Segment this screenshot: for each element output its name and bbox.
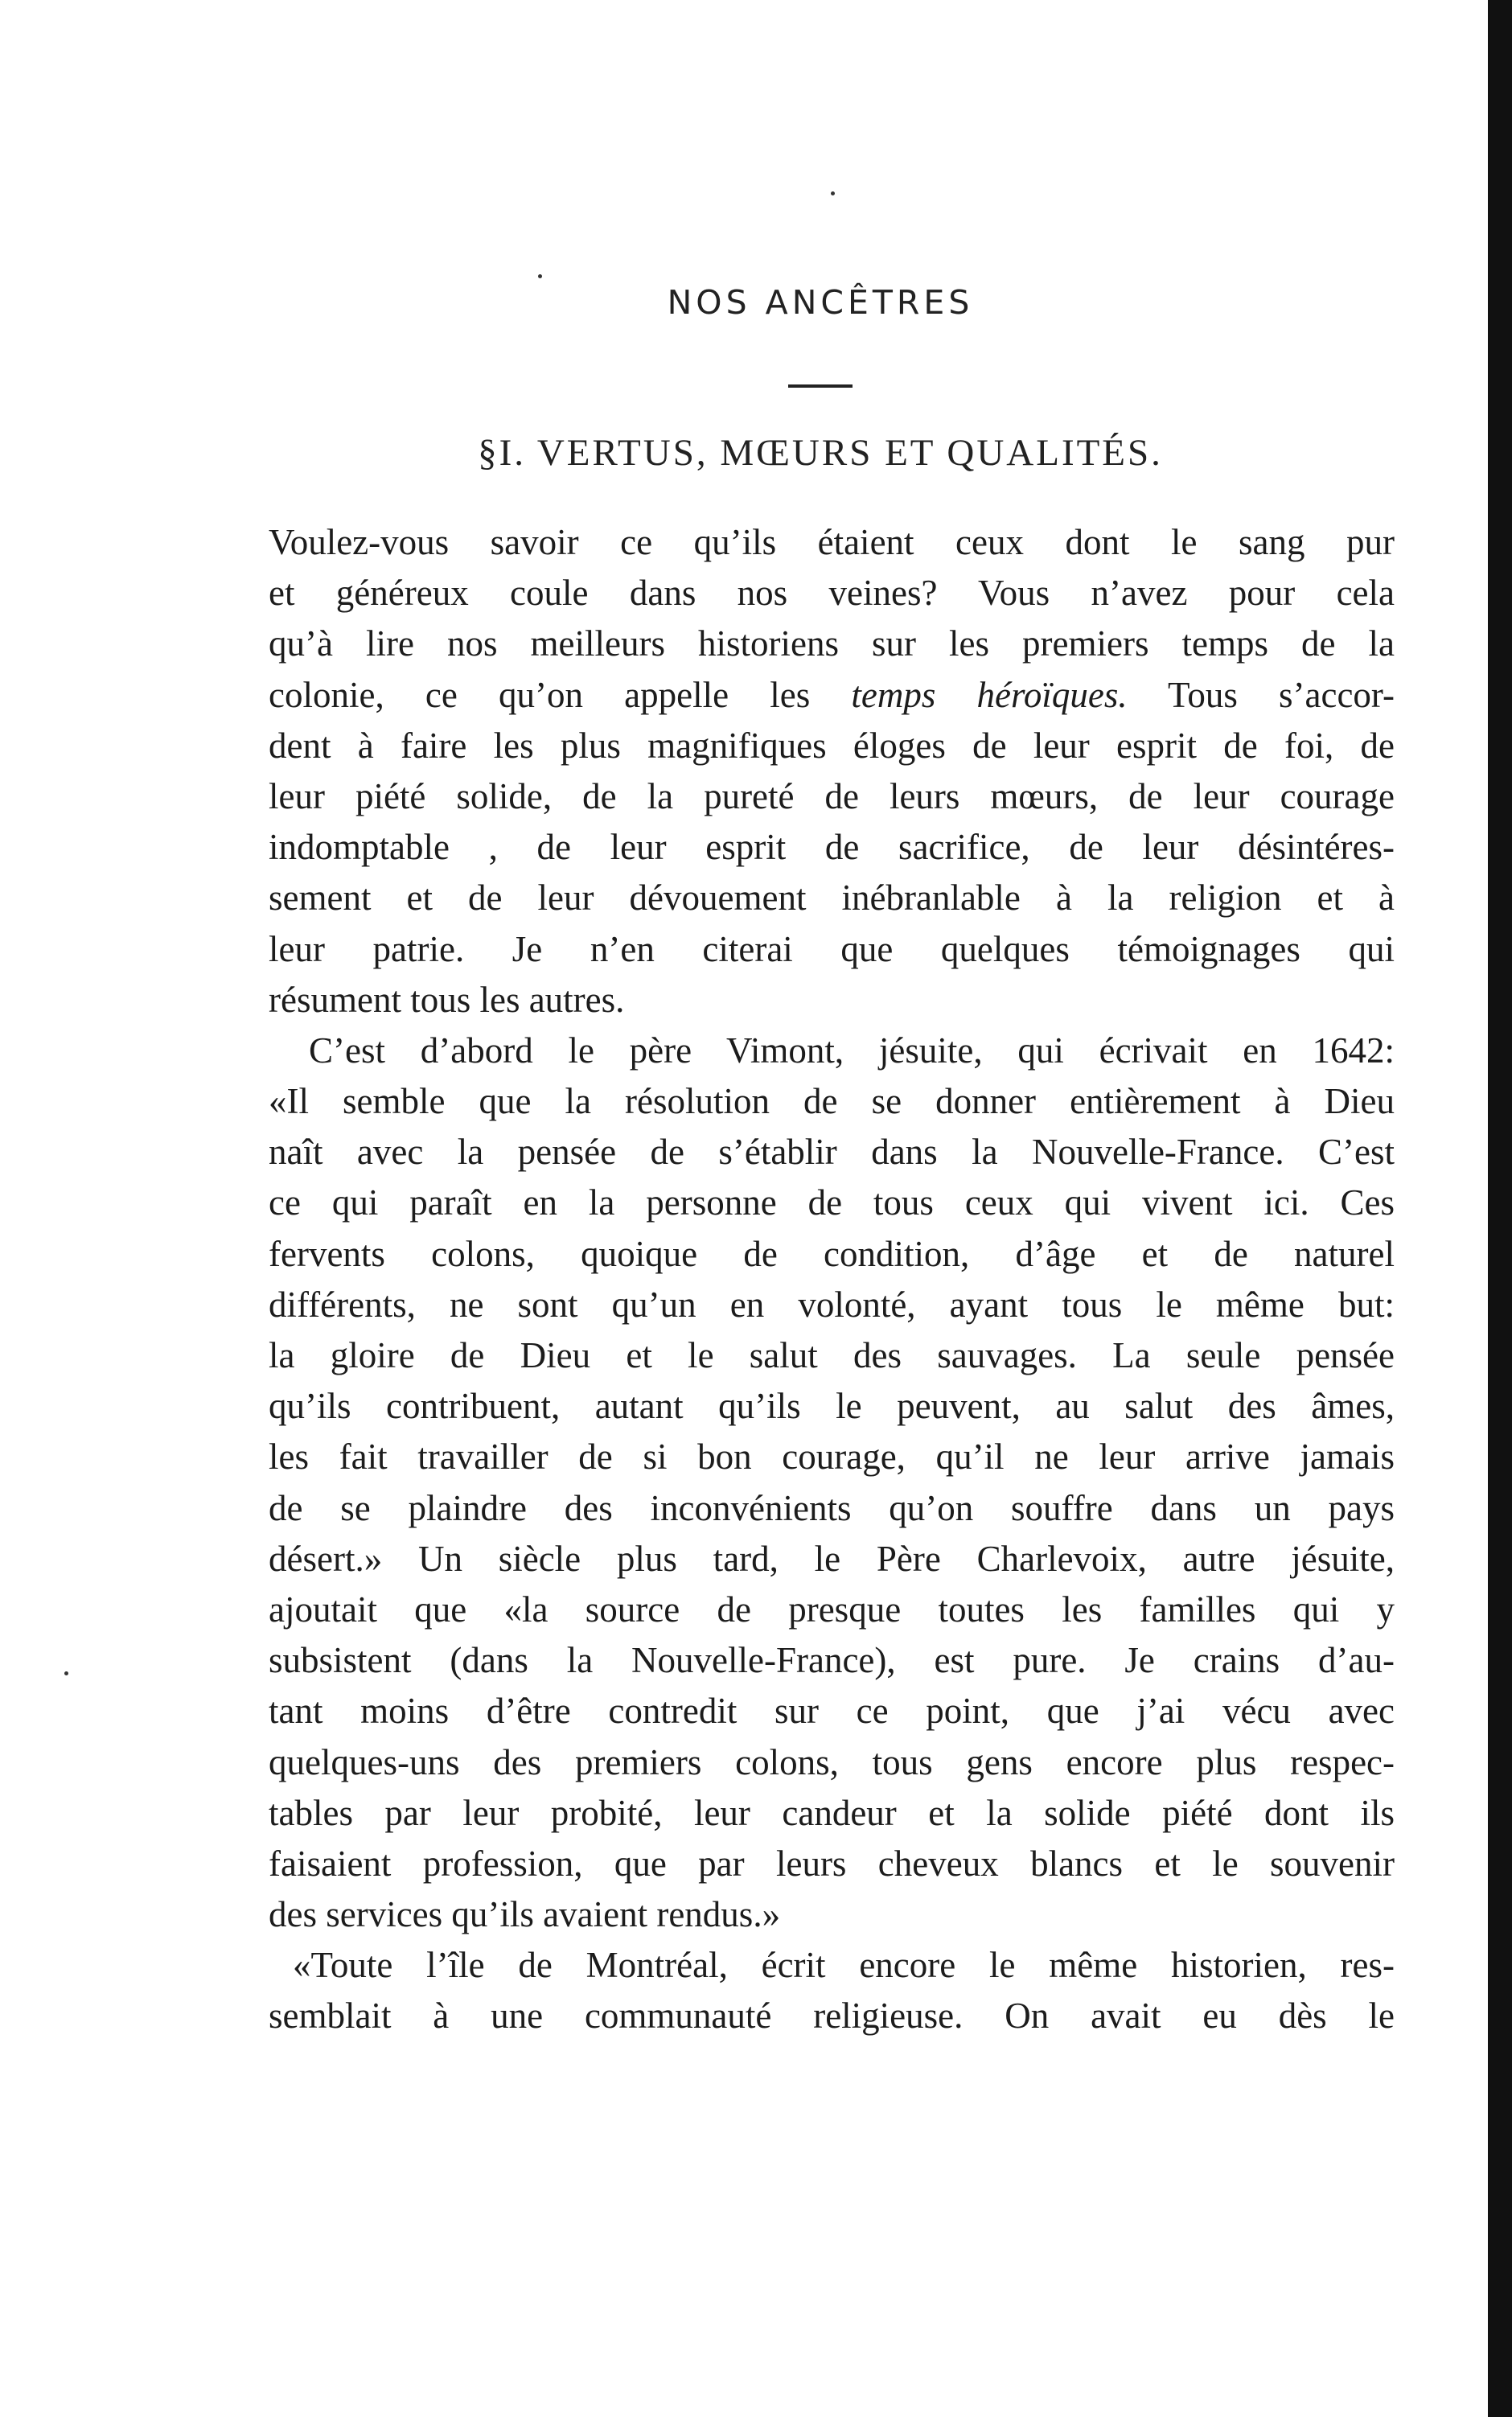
text-line: «Toute l’île de Montréal, écrit encore le même historien, res- xyxy=(293,1945,1395,1986)
text-line: subsistent (dans la Nouvelle-France), est pure. Je crains d’au- xyxy=(269,1640,1395,1681)
text-line: qu’ils contribuent, autant qu’ils le peuvent, au salut des âmes, xyxy=(269,1386,1395,1427)
scan-edge-border xyxy=(1488,0,1512,2417)
body-text xyxy=(269,517,1395,2042)
text-line: quelques-uns des premiers colons, tous gens encore plus respec- xyxy=(269,1741,1395,1782)
text-line: les fait travailler de si bon courage, qu’il ne leur arrive jamais xyxy=(269,1437,1395,1478)
italic-phrase: temps héroïques. xyxy=(851,674,1128,715)
text-line: sement et de leur dévouement inébranlable à la religion et à xyxy=(269,878,1395,919)
text-line: de se plaindre des inconvénients qu’on souffre dans un pays xyxy=(269,1487,1395,1528)
text-line: la gloire de Dieu et le salut des sauvages. La seule pensée xyxy=(269,1335,1395,1375)
title-rule xyxy=(788,384,853,388)
text-segment: colonie, ce qu’on appelle les xyxy=(269,674,811,715)
text-line: naît avec la pensée de s’établir dans la Nouvelle-France. C’est xyxy=(269,1132,1395,1173)
text-line: désert.» Un siècle plus tard, le Père Charlevoix, autre jésuite, xyxy=(269,1538,1395,1579)
text-line: leur piété solide, de la pureté de leurs mœurs, de leur courage xyxy=(269,775,1395,816)
print-speck xyxy=(538,274,542,278)
running-head: NOS ANCÊTRES xyxy=(667,283,974,322)
text-line: Voulez-vous savoir ce qu’ils étaient ceux dont le sang pur xyxy=(269,522,1395,562)
text-line: tant moins d’être contredit sur ce point, que j’ai vécu avec xyxy=(269,1691,1395,1732)
text-line: fervents colons, quoique de condition, d’âge et de naturel xyxy=(269,1233,1395,1274)
text-line: faisaient profession, que par leurs cheveux blancs et le souvenir xyxy=(269,1843,1395,1884)
text-line: tables par leur probité, leur candeur et la solide piété dont ils xyxy=(269,1792,1395,1833)
text-line: différents, ne sont qu’un en volonté, ayant tous le même but: xyxy=(269,1284,1395,1325)
text-line: semblait à une communauté religieuse. On avait eu dès le xyxy=(269,1996,1395,2037)
print-speck xyxy=(64,1671,68,1675)
text-line: ce qui paraît en la personne de tous ceux qui vivent ici. Ces xyxy=(269,1182,1395,1223)
text-segment: Tous s’accor- xyxy=(1167,674,1395,715)
text-line: «Il semble que la résolution de se donner entièrement à Dieu xyxy=(269,1081,1395,1122)
text-line: et généreux coule dans nos veines? Vous n’avez pour cela xyxy=(269,573,1395,614)
text-line: résument tous les autres. xyxy=(269,979,625,1020)
text-line: dent à faire les plus magnifiques éloges de leur esprit de foi, de xyxy=(269,725,1395,766)
text-line: C’est d’abord le père Vimont, jésuite, qui écrivait en 1642: xyxy=(309,1030,1395,1071)
text-line: indomptable , de leur esprit de sacrifice, de leur désintéres- xyxy=(269,827,1395,868)
text-line: qu’à lire nos meilleurs historiens sur les premiers temps de la xyxy=(269,623,1395,664)
text-line xyxy=(269,670,1395,721)
text-line: leur patrie. Je n’en citerai que quelques témoignages qui xyxy=(269,928,1395,969)
text-line: des services qu’ils avaient rendus.» xyxy=(269,1894,781,1935)
text-line: ajoutait que «la source de presque toutes les familles qui y xyxy=(269,1589,1395,1630)
print-speck xyxy=(831,191,835,195)
section-title: §I. VERTUS, MŒURS ET QUALITÉS. xyxy=(478,432,1163,474)
